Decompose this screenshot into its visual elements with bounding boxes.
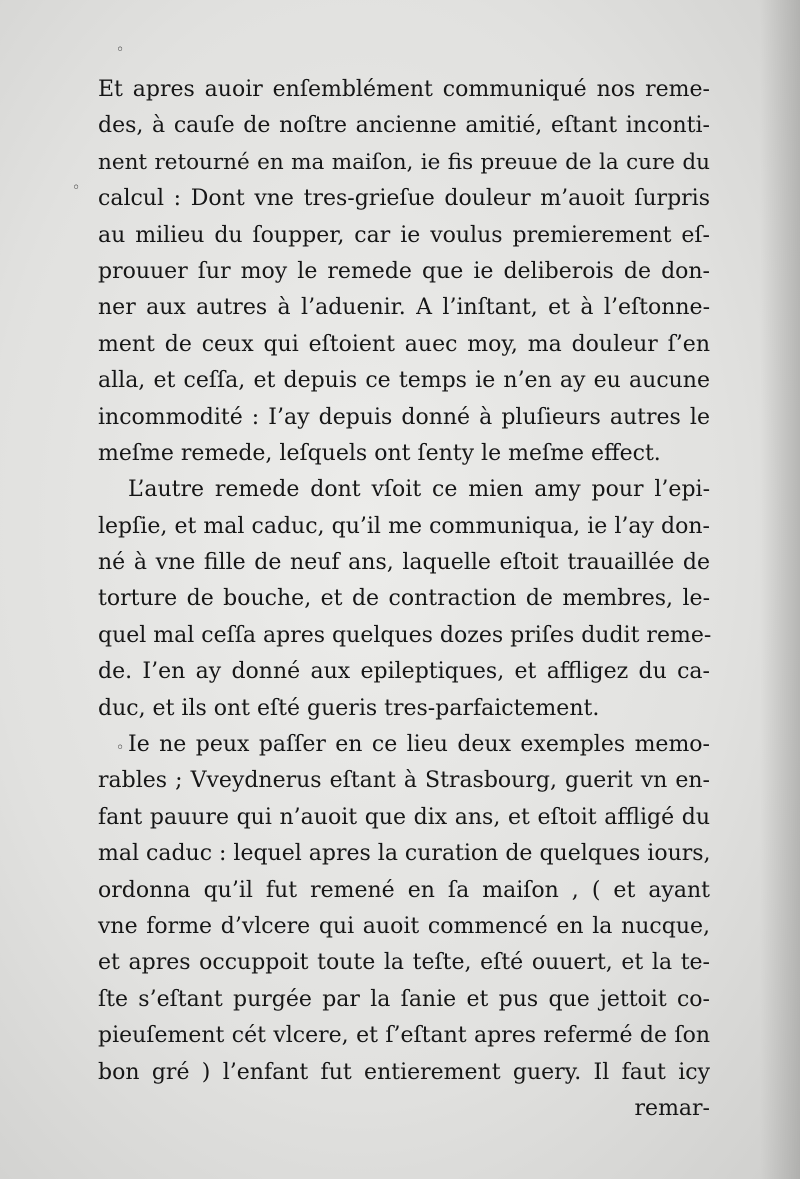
- text-line: au milieu du ſoupper, car ie voulus premierement eſ-: [98, 222, 710, 248]
- text-line: mal caduc : lequel apres la curation de quelques iours,: [98, 841, 711, 867]
- text-line: calcul : Dont vne tres-grieſue douleur m’auoit ſurpris: [98, 186, 710, 212]
- text-line: ordonna qu’il fut remené en ſa maiſon , ( et ayant: [98, 877, 710, 903]
- text-line: et apres occuppoit toute la teſte, eſté ouuert, et la te-: [98, 950, 710, 976]
- page-edge-shadow: [760, 0, 800, 1179]
- text-line: rables ; Vveydnerus eſtant à Strasbourg, guerit vn en-: [98, 768, 710, 794]
- text-line: des, à cauſe de noſtre ancienne amitié, eſtant inconti-: [98, 113, 710, 139]
- text-line: incommodité : I’ay depuis donné à pluſieurs autres le: [98, 404, 710, 430]
- text-line: bon gré ) l’enfant fut entierement guery. Il faut icy: [98, 1059, 710, 1085]
- text-line: vne forme d’vlcere qui auoit commencé en la nucque,: [98, 913, 710, 939]
- text-line: torture de bouche, et de contraction de membres, le-: [98, 586, 710, 612]
- text-line: L’autre remede dont vſoit ce mien amy pour l’epi-: [128, 477, 710, 503]
- text-line: ment de ceux qui eſtoient auec moy, ma douleur ſ’en: [98, 331, 710, 357]
- text-line: nent retourné en ma maiſon, ie fis preuue de la cure du: [98, 149, 710, 175]
- margin-mark: ◦: [116, 740, 125, 756]
- text-line: Ie ne peux paſſer en ce lieu deux exemples memo-: [128, 732, 710, 758]
- text-line: lepſie, et mal caduc, qu’il me communiqua, ie l’ay don-: [98, 513, 710, 539]
- text-line: ſte s’eſtant purgée par la ſanie et pus que jettoit co-: [98, 986, 710, 1012]
- text-line: meſme remede, leſquels ont ſenty le meſme effect.: [98, 440, 661, 466]
- text-line: né à vne fille de neuf ans, laquelle eſtoit trauaillée de: [98, 550, 710, 576]
- text-line: pieuſement cét vlcere, et ſ’eſtant apres refermé de ſon: [98, 1023, 710, 1049]
- text-line: duc, et ils ont eſté gueris tres-parfaictement.: [98, 695, 600, 721]
- margin-mark: ◦: [72, 180, 81, 196]
- text-line: quel mal ceſſa apres quelques dozes priſes dudit reme-: [98, 622, 712, 648]
- text-line: fant pauure qui n’auoit que dix ans, et eſtoit affligé du: [98, 804, 710, 830]
- catchword: remar-: [634, 1095, 710, 1121]
- text-line: Et apres auoir enſemblément communiqué nos reme-: [98, 77, 710, 102]
- text-line: alla, et ceſſa, et depuis ce temps ie n’en ay eu aucune: [98, 368, 710, 394]
- ink-speck: ◦: [116, 42, 125, 58]
- text-line: de. I’en ay donné aux epileptiques, et affligez du ca-: [98, 659, 710, 685]
- text-line: prouuer ſur moy le remede que ie deliberois de don-: [98, 258, 710, 284]
- body-text: [98, 72, 710, 1127]
- text-line: ner aux autres à l’aduenir. A l’inſtant, et à l’eſtonne-: [98, 295, 710, 321]
